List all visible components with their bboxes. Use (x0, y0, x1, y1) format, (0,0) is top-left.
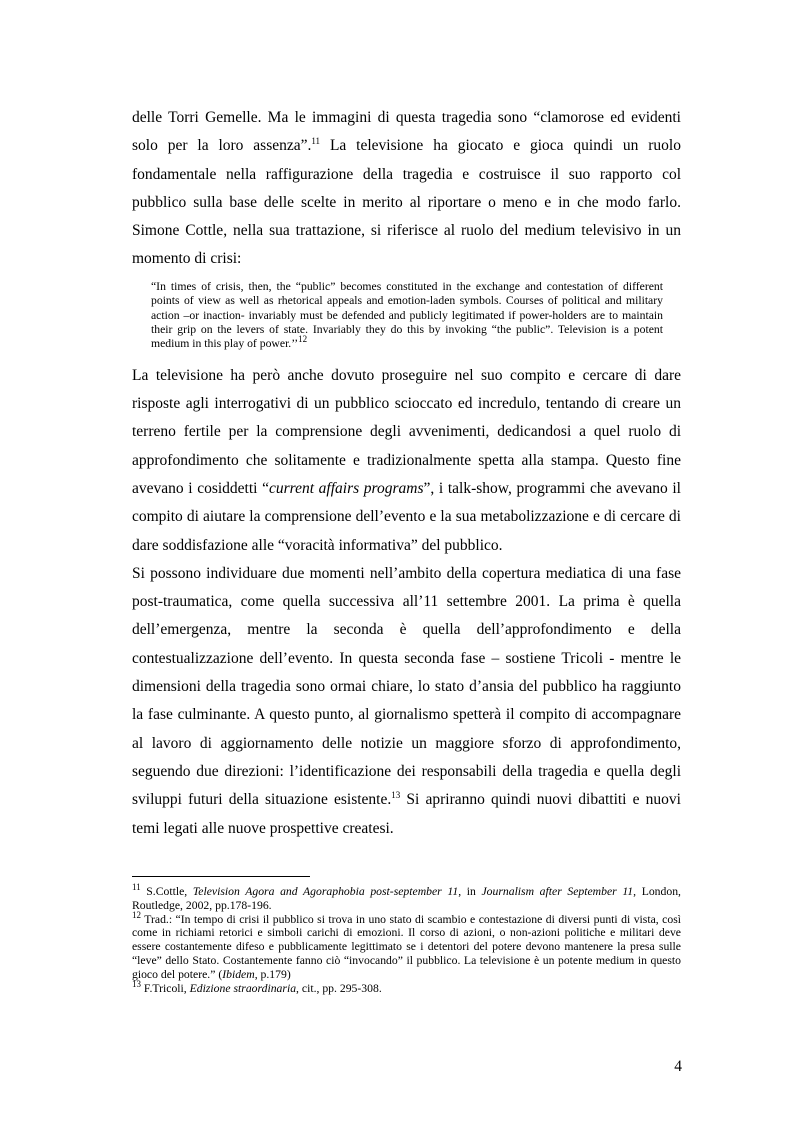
footnote-ref-13[interactable]: 13 (391, 790, 401, 801)
footnote-ref-11[interactable]: 11 (311, 136, 321, 147)
footnote-12: $^{12}$ Trad.: “In tempo di crisi il pubblico si trova in uno stato di scambio e contestazione di diversi punti di vista, così come in richiami retorici e simboli carichi di emozioni. Il corso di azioni, o non-azioni politiche e militari deve essere costantemente difeso e pubblicamente legittimato se i detentori del potere devono mantenere la presa sulle “leve” dello Stato. Costantemente fanno ciò “invocando” il pubblico. La televisione è un potente medium in questo gioco del potere.” (Ibidem, p.179) (132, 909, 681, 981)
footnote-separator (132, 876, 310, 877)
paragraph-2: La televisione ha però anche dovuto proseguire nel suo compito e cercare di dare risposte agli interrogativi di un pubblico scioccato ed incredulo, tentando di creare un terreno fertile per la comprensione degli avvenimenti, dedicandosi a quel ruolo di approfondimento che solitamente e tradizionalmente spetta alla stampa. Questo fine avevano i cosiddetti “current affairs programs”, i talk-show, programmi che avevano il compito di aiutare la comprensione dell’evento e la sua metabolizzazione e di cercare di dare soddisfazione alle “voracità informativa” del pubblico. (132, 366, 681, 554)
footnote-13: $^{13}$ F.Tricoli, Edizione straordinaria, cit., pp. 295-308. (132, 978, 382, 995)
footnotes (132, 882, 681, 995)
footnote-ref-12[interactable]: 12 (298, 334, 308, 345)
footnote-11: $^{11}$ S.Cottle, Television Agora and Agoraphobia post-september 11, in Journalism after September 11, London, Routledge, 2002, pp.178-196. (132, 882, 681, 912)
paragraph-3: Si possono individuare due momenti nell’ambito della copertura mediatica di una fase post-traumatica, come quella successiva all’11 settembre 2001. La prima è quella dell’emergenza, mentre la seconda è quella dell’approfondimento e della contestualizzazione dell’evento. In questa seconda fase – sostiene Tricoli - mentre le dimensioni della tragedia sono ormai chiare, lo stato d’ansia del pubblico ha raggiunto la fase culminante. A questo punto, al giornalismo spetterà il compito di accompagnare al lavoro di aggiornamento delle notizie un maggiore sforzo di approfondimento, seguendo due direzioni: l’identificazione dei responsabili della tragedia e quella degli sviluppi futuri della situazione esistente.$^{13}$ Si apriranno quindi nuovi dibattiti e nuovi temi legati alle nuove prospettive createsi. (132, 564, 681, 837)
block-quote: “In times of crisis, then, the “public” becomes constituted in the exchange and contestation of different points of view as well as rhetorical appeals and emotion-laden symbols. Courses of political and military action –or inaction- invariably must be defended and publicly legitimated if power-holders are to maintain their grip on the levers of state. Invariably they do this by invoking “the public”. Television is a potent medium in this play of power.’’$^{12}$ (151, 279, 663, 351)
italic-phrase: current affairs programs (268, 480, 424, 497)
body-text (132, 104, 681, 843)
page-number: 4 (674, 1058, 682, 1075)
paragraph-1: delle Torri Gemelle. Ma le immagini di questa tragedia sono “clamorose ed evidenti solo per la loro assenza”.$^{11}$ La televisione ha giocato e gioca quindi un ruolo fondamentale nella raffigurazione della tragedia e costruisce il suo rapporto col pubblico sulla base delle scelte in merito al riportare o meno e in che modo farlo. Simone Cottle, nella sua trattazione, si riferisce al ruolo del medium televisivo in un momento di crisi: (132, 109, 681, 268)
